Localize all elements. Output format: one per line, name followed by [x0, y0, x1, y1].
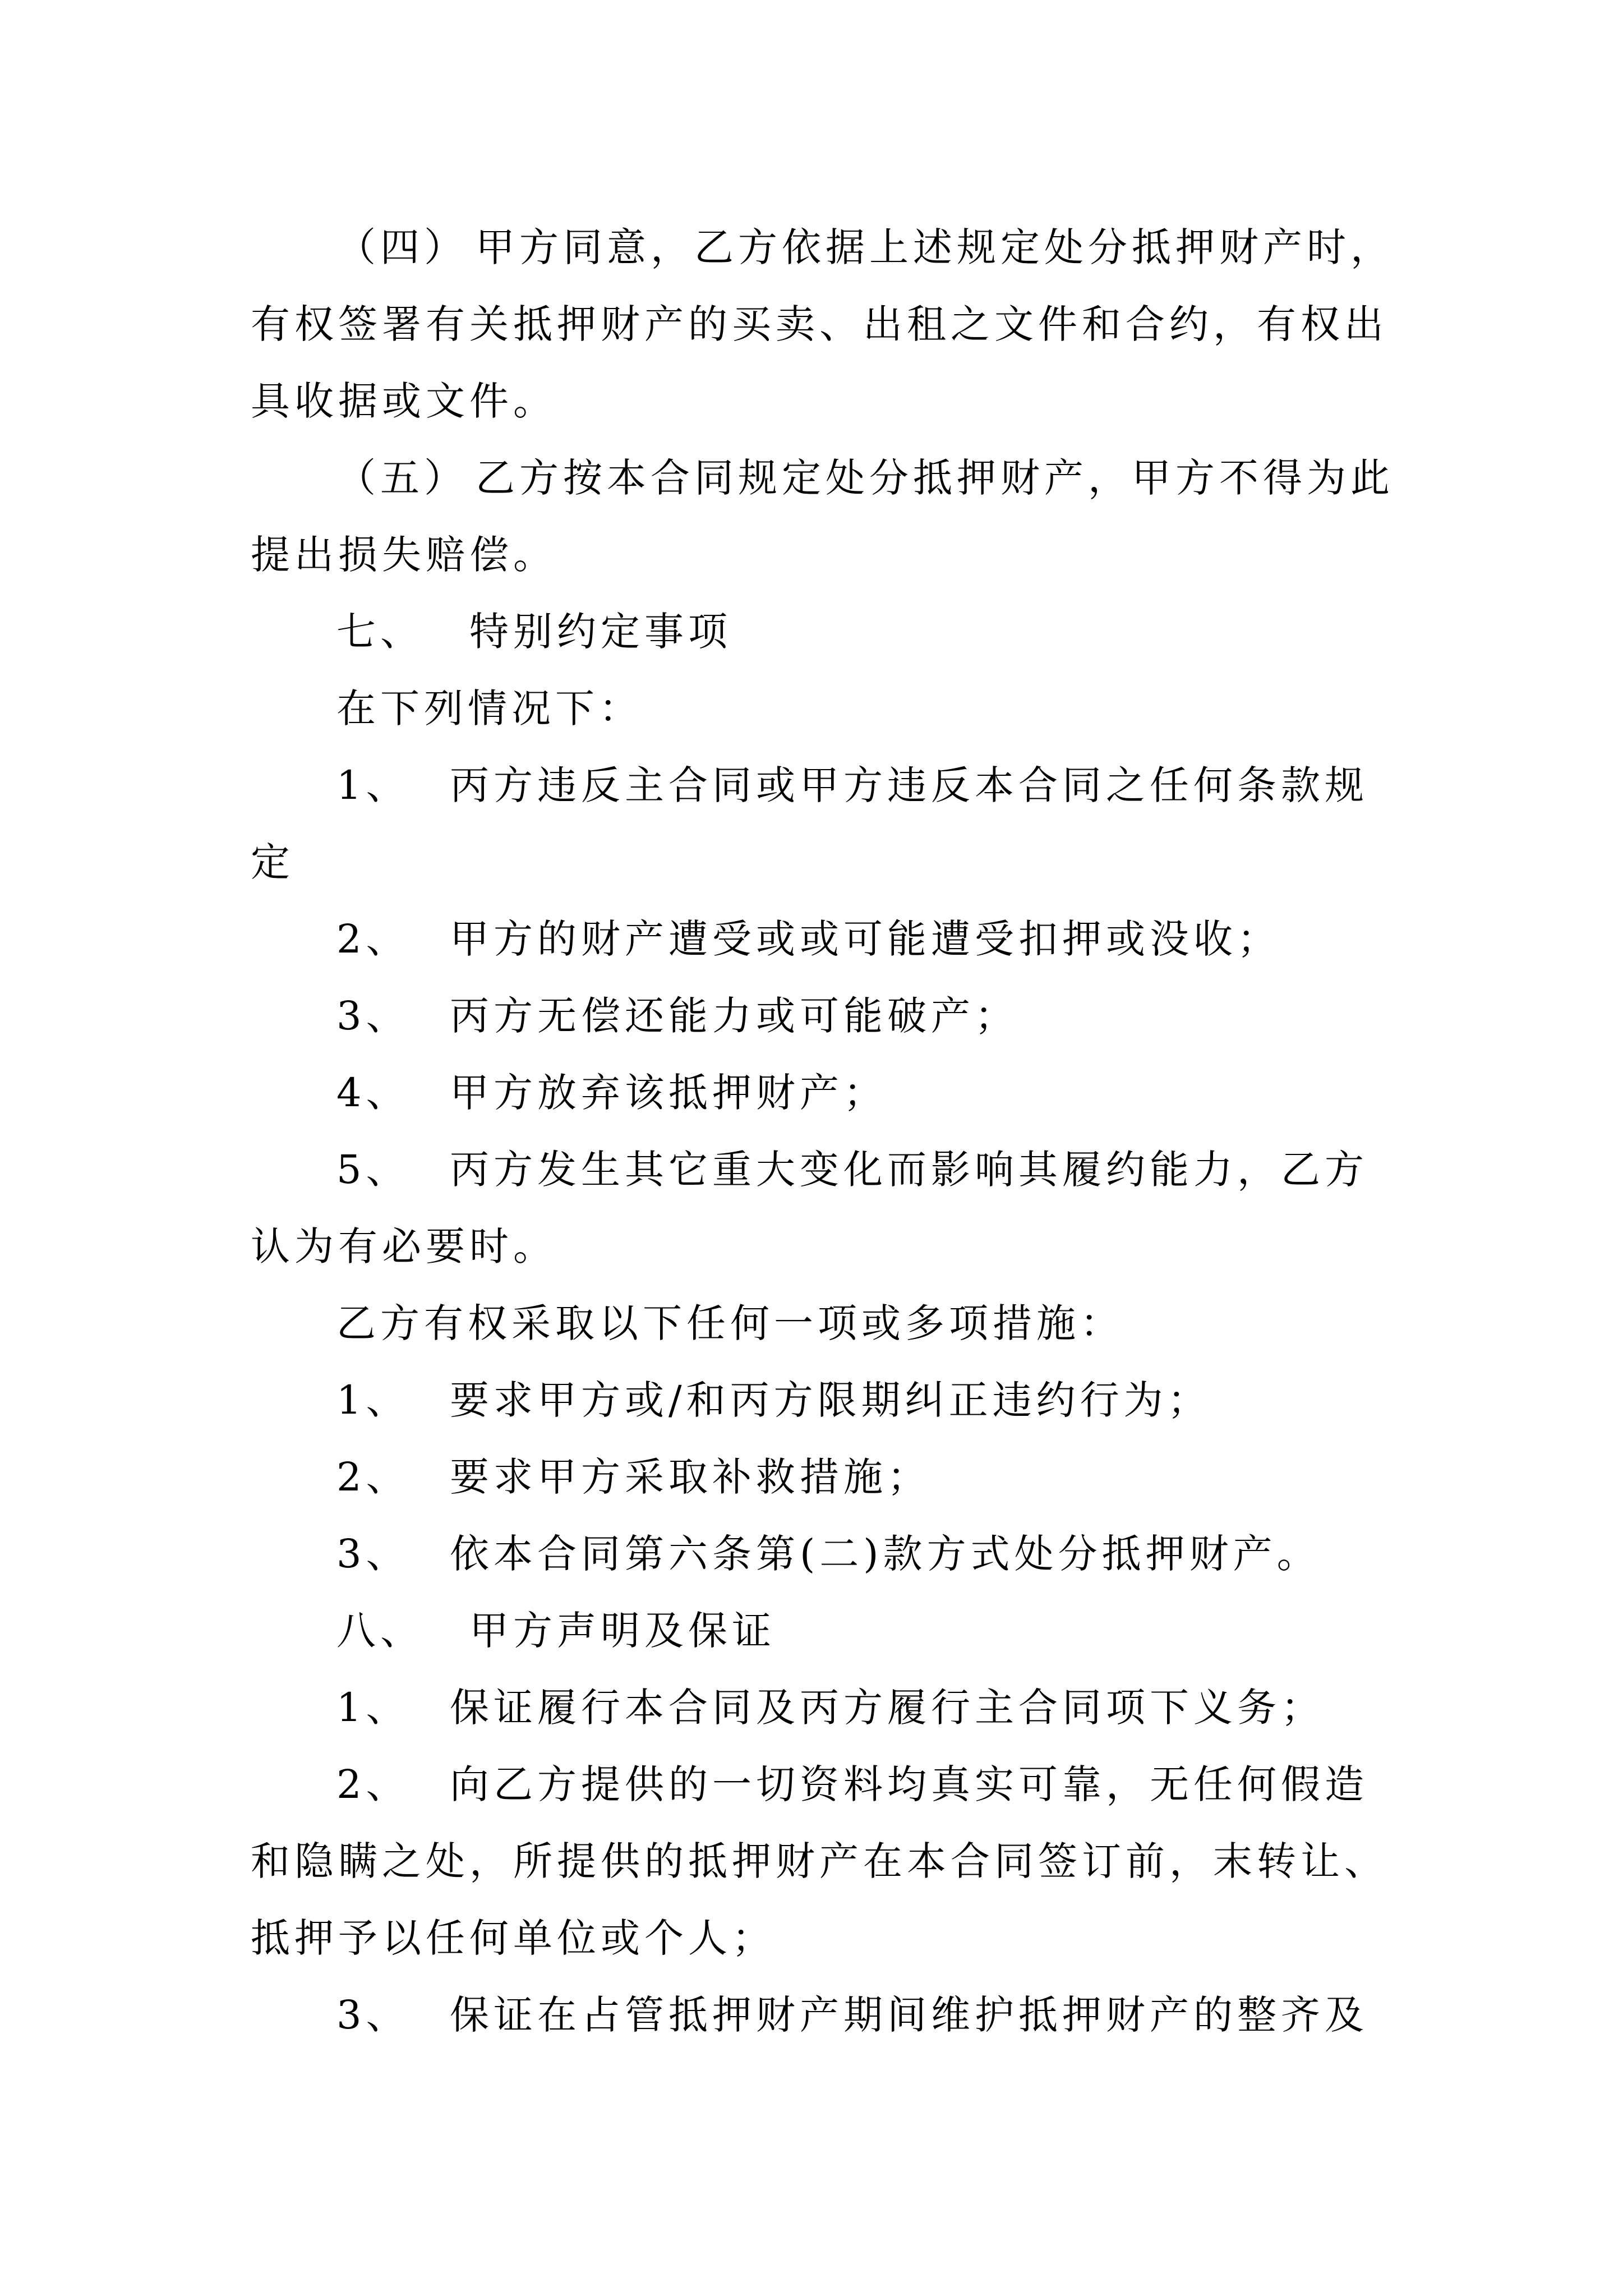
- paragraph-line: [251, 1285, 1541, 1362]
- paragraph-line: [251, 209, 1541, 286]
- list-marker: 4、: [336, 1070, 410, 1116]
- section-marker: 八、: [336, 1608, 424, 1654]
- paragraph-line: [251, 593, 1541, 670]
- line-text: 要求甲方或/和丙方限期纠正违约行为；: [450, 1377, 1211, 1423]
- line-text: 甲方的财产遭受或或可能遭受扣押或没收；: [450, 916, 1281, 962]
- line-text: 要求甲方采取补救措施；: [450, 1454, 931, 1500]
- paragraph-line: [251, 1439, 1541, 1516]
- section-heading-7: [251, 593, 1541, 670]
- list-marker: 2、: [336, 1454, 410, 1500]
- list-item: [251, 1362, 1541, 1439]
- paragraph-line: [251, 440, 1541, 517]
- paragraph-line: [251, 286, 1541, 363]
- line-text: 丙方发生其它重大变化而影响其履约能力，乙方: [450, 1147, 1368, 1193]
- paragraph-line: [251, 363, 1541, 440]
- line-text: 认为有必要时。: [251, 1223, 557, 1269]
- line-text: 在下列情况下：: [336, 685, 643, 731]
- line-text: 甲方同意，乙方依据上述规定处分抵押财产时，: [476, 224, 1394, 270]
- line-text: 具收据或文件。: [251, 378, 557, 424]
- list-item: [251, 1516, 1541, 1593]
- paragraph-line: [251, 1593, 1541, 1669]
- paragraph-line: [251, 517, 1541, 593]
- list-marker: 2、: [336, 1761, 410, 1807]
- list-marker: 3、: [336, 1531, 410, 1577]
- list-marker: 3、: [336, 993, 410, 1039]
- paragraph-clause-5: [251, 440, 1541, 593]
- list-marker: 2、: [336, 916, 410, 962]
- list-marker: 1、: [336, 1377, 410, 1423]
- line-text: 依本合同第六条第(二)款方式处分抵押财产。: [450, 1531, 1321, 1577]
- document-page: [251, 209, 1541, 2054]
- list-marker: 1、: [336, 762, 410, 808]
- paragraph-intro: [251, 670, 1541, 747]
- line-text: 有权签署有关抵押财产的买卖、出租之文件和合约，有权出: [251, 301, 1388, 347]
- line-text: 提出损失赔偿。: [251, 532, 557, 578]
- list-marker: 1、: [336, 1685, 410, 1731]
- paragraph-line: [251, 901, 1541, 978]
- list-item: [251, 1746, 1541, 1977]
- paragraph-line: [251, 1362, 1541, 1439]
- section-heading-8: [251, 1593, 1541, 1669]
- list-item: [251, 901, 1541, 978]
- paragraph-line: [251, 1131, 1541, 1208]
- list-item: [251, 1055, 1541, 1131]
- list-item: [251, 747, 1541, 901]
- section-marker: 七、: [336, 609, 424, 655]
- line-text: 定: [251, 839, 294, 885]
- paragraph-line: [251, 1977, 1541, 2054]
- list-item: [251, 1977, 1541, 2054]
- line-text: 和隐瞒之处，所提供的抵押财产在本合同签订前，末转让、: [251, 1838, 1388, 1884]
- line-text: 向乙方提供的一切资料均真实可靠，无任何假造: [450, 1761, 1368, 1807]
- paragraph-line: [251, 1208, 1541, 1285]
- paragraph-line: [251, 1900, 1541, 1977]
- paragraph-intro: [251, 1285, 1541, 1362]
- paragraph-line: [251, 1746, 1541, 1823]
- paragraph-line: [251, 978, 1541, 1055]
- paragraph-line: [251, 1823, 1541, 1900]
- list-marker: 3、: [336, 1992, 410, 2038]
- line-text: 保证在占管抵押财产期间维护抵押财产的整齐及: [450, 1992, 1368, 2038]
- clause-marker: （四）: [336, 224, 468, 270]
- line-text: 抵押予以任何单位或个人；: [251, 1915, 776, 1961]
- paragraph-line: [251, 1669, 1541, 1746]
- line-text: 乙方按本合同规定处分抵押财产，甲方不得为此: [476, 455, 1394, 501]
- line-text: 丙方无偿还能力或可能破产；: [450, 993, 1018, 1039]
- section-title: 特别约定事项: [469, 609, 732, 655]
- line-text: 保证履行本合同及丙方履行主合同项下义务；: [450, 1685, 1325, 1731]
- line-text: 甲方放弃该抵押财产；: [450, 1070, 887, 1116]
- paragraph-line: [251, 747, 1541, 824]
- list-item: [251, 1669, 1541, 1746]
- list-item: [251, 1439, 1541, 1516]
- clause-marker: （五）: [336, 455, 468, 501]
- line-text: 乙方有权采取以下任何一项或多项措施：: [336, 1300, 1124, 1346]
- paragraph-line: [251, 670, 1541, 747]
- list-marker: 5、: [336, 1147, 410, 1193]
- paragraph-line: [251, 1055, 1541, 1131]
- paragraph-line: [251, 824, 1541, 901]
- line-text: 丙方违反主合同或甲方违反本合同之任何条款规: [450, 762, 1368, 808]
- list-item: [251, 1131, 1541, 1285]
- section-title: 甲方声明及保证: [469, 1608, 776, 1654]
- paragraph-line: [251, 1516, 1541, 1593]
- paragraph-clause-4: [251, 209, 1541, 440]
- list-item: [251, 978, 1541, 1055]
